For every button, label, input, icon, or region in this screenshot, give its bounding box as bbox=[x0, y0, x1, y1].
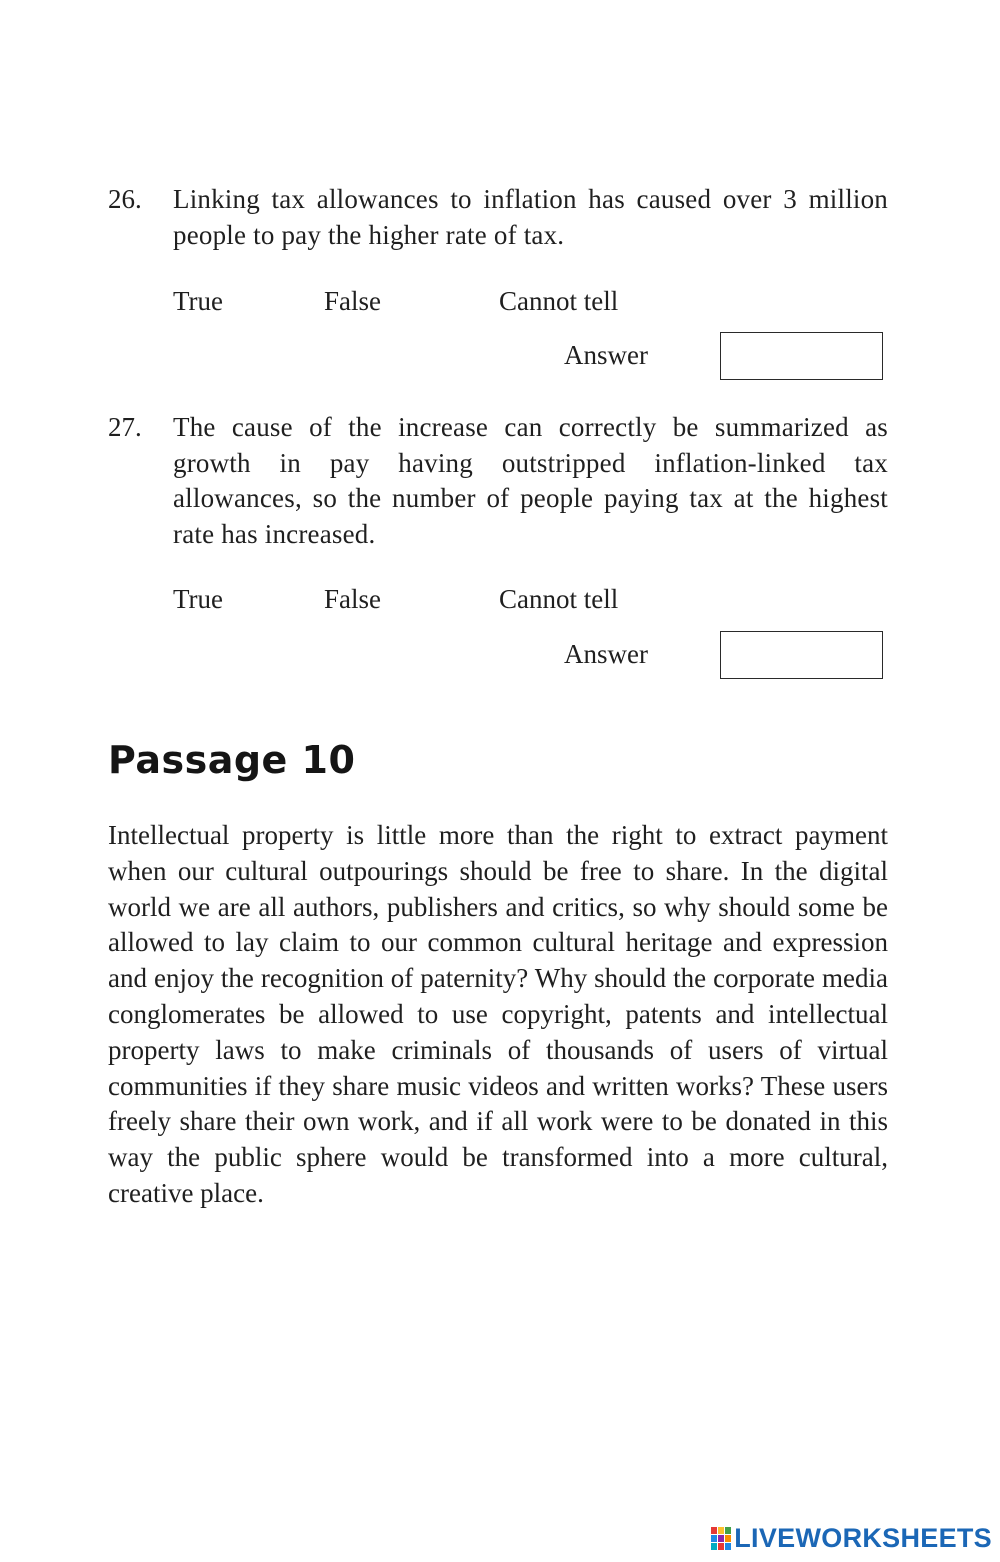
question-text: The cause of the increase can correctly be summarized as growth in pay having outstripped inflation-linked tax allowances, so the number of people paying tax at the highest rate has increased. bbox=[173, 412, 888, 549]
answer-options bbox=[108, 584, 888, 624]
liveworksheets-branding bbox=[711, 1523, 992, 1554]
question-number: 27. bbox=[108, 412, 142, 442]
answer-options bbox=[108, 286, 888, 326]
answer-row bbox=[108, 332, 888, 384]
answer-label: Answer bbox=[564, 639, 648, 669]
question-number: 26. bbox=[108, 184, 142, 214]
answer-input-27[interactable] bbox=[720, 631, 883, 679]
answer-input-26[interactable] bbox=[720, 332, 883, 380]
option-true: True bbox=[173, 286, 224, 316]
answer-row bbox=[108, 631, 888, 683]
question-26 bbox=[108, 182, 888, 370]
question-27 bbox=[108, 410, 888, 669]
passage-heading: Passage 10 bbox=[108, 738, 356, 782]
brand-name: LIVEWORKSHEETS bbox=[734, 1523, 992, 1553]
option-false: False bbox=[324, 584, 381, 614]
option-cannot-tell: Cannot tell bbox=[499, 584, 619, 614]
question-text: Linking tax allowances to inflation has caused over 3 million people to pay the higher rate of tax. bbox=[173, 184, 888, 250]
option-true: True bbox=[173, 584, 224, 614]
answer-label: Answer bbox=[564, 340, 648, 370]
passage-text: Intellectual property is little more than the right to extract payment when our cultural outpourings should be free to share. In the digital world we are all authors, publishers and critics, so why should some be allowed to lay claim to our common cultural heritage and expression and enjoy the recognition of paternity? Why should the corporate media conglomerates be allowed to use copyright, patents and intellectual property laws to make criminals of thousands of users of virtual communities if they share music videos and written works? These users freely share their own work, and if all work were to be donated in this way the public sphere would be transformed into a more cultural, creative place. bbox=[108, 820, 888, 1208]
option-cannot-tell: Cannot tell bbox=[499, 286, 619, 316]
liveworksheets-logo-icon bbox=[711, 1527, 731, 1551]
option-false: False bbox=[324, 286, 381, 316]
